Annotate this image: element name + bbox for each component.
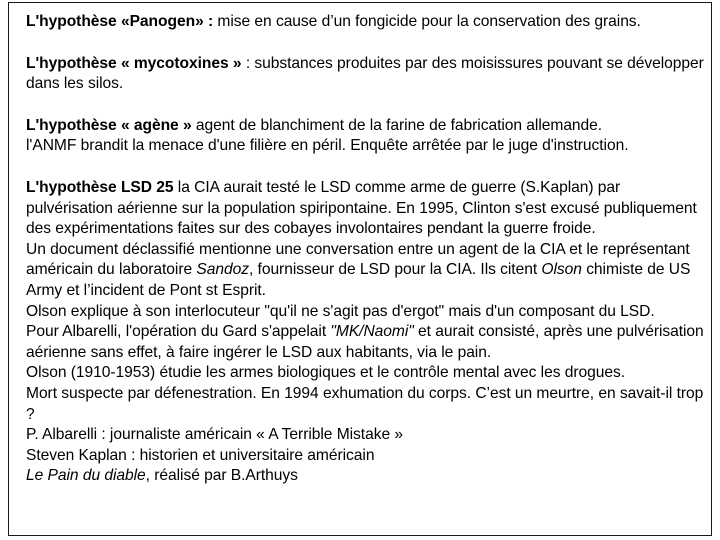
sandoz-name: Sandoz [196,261,249,279]
albarelli-credit: P. Albarelli : journaliste américain « A Terrible Mistake » [26,426,403,444]
declassified-text-1: Un document déclassifié mentionne une conversation entre un agent de la CIA et le représentant américain du laboratoire [26,240,690,279]
operation-name: "MK/Naomi" [330,323,414,341]
declassified-paragraph [26,240,710,302]
mycotoxines-paragraph [26,54,710,95]
albarelli-operation-paragraph [26,322,710,363]
lsd-text: la CIA aurait testé le LSD comme arme de guerre (S.Kaplan) par pulvérisation aérienne sur la population spiripontaine. En 1995, Clinton s'est excusé publiquement des expérimentations faites sur des cobayes involontaires pendant la guerre froide. [26,178,697,238]
declassified-text-3: chimiste de US Army et l’incident de Pont st Esprit. [26,261,691,299]
lsd-paragraph [26,178,710,240]
panogen-text: mise en cause d’un fongicide pour la conservation des grains. [213,13,641,30]
film-credit [26,466,710,487]
olson-bio-line: Olson (1910-1953) étudie les armes biologiques et le contrôle mental avec les drogues. [26,364,626,382]
albarelli-text-1: Pour Albarelli, l'opération du Gard s'appelait [26,323,331,341]
film-director: , réalisé par B.Arthuys [145,467,298,485]
spacer [26,95,710,116]
film-title: Le Pain du diable [26,467,146,485]
olson-explains-line: Olson explique à son interlocuteur "qu'il ne s'agit pas d'ergot" mais d'un composant du LSD. [26,302,655,320]
text-box [8,2,712,536]
declassified-text-2: , fournisseur de LSD pour la CIA. Ils citent [248,261,542,279]
death-paragraph: Mort suspecte par défenestration. En 1994 exhumation du corps. C’est un meurtre, en savait-il trop ? [26,384,704,423]
mycotoxines-text: : substances produites par des moisissures pouvant se développer dans les silos. [26,54,704,93]
lsd-heading: L'hypothèse LSD 25 [26,178,174,196]
panogen-heading: L'hypothèse «Panogen» : [26,13,214,30]
panogen-paragraph [26,12,710,33]
olson-name: Olson [541,261,582,279]
agene-followup: l'ANMF brandit la menace d'une filière en péril. Enquête arrêtée par le juge d'instruction. [26,137,629,155]
spacer [26,157,710,178]
agene-heading: L'hypothèse « agène » [26,116,192,134]
kaplan-credit: Steven Kaplan : historien et universitaire américain [26,446,375,464]
mycotoxines-heading: L'hypothèse « mycotoxines » [26,54,242,72]
document-content [26,12,710,487]
agene-paragraph [26,116,710,137]
spacer [26,33,710,54]
agene-text: agent de blanchiment de la farine de fabrication allemande. [191,116,603,134]
albarelli-text-2: et aurait consisté, après une pulvérisation aérienne sans effet, à faire ingérer le LSD aux habitants, via le pain. [26,323,704,361]
